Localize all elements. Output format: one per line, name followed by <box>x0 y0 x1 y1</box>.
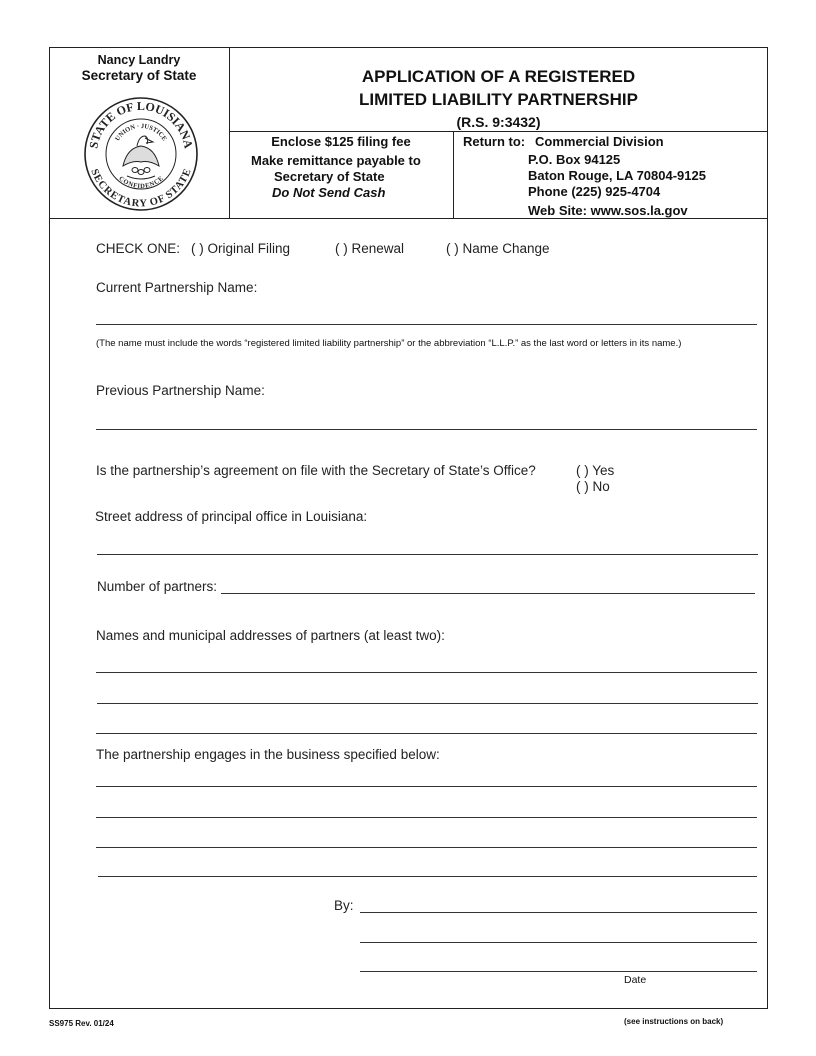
return-to-label: Return to: <box>463 134 526 149</box>
date-line[interactable] <box>360 971 757 972</box>
city-state-zip: Baton Rouge, LA 70804-9125 <box>528 168 706 183</box>
header-bottom-border <box>49 218 768 219</box>
official-name: Nancy Landry <box>97 53 181 67</box>
option-renewal[interactable]: ( ) Renewal <box>335 241 405 256</box>
filing-fee: Enclose $125 filing fee <box>271 134 411 149</box>
agreement-question: Is the partnership’s agreement on file with the Secretary of State’s Office? <box>96 463 536 478</box>
business-line-1[interactable] <box>96 786 757 787</box>
name-requirement-note: (The name must include the words “registered limited liability partnership” or the abbreviation “L.L.P.” as the last word or letters in its name.) <box>96 338 682 349</box>
header-divider-right <box>453 131 454 219</box>
official-title: Secretary of State <box>81 68 197 83</box>
remittance-line1: Make remittance payable to <box>251 153 421 168</box>
po-box: P.O. Box 94125 <box>528 152 621 167</box>
partners-names-label: Names and municipal addresses of partners (at least two): <box>96 628 445 643</box>
seal-bottom-text: SECRETARY OF STATE <box>88 167 194 210</box>
date-label: Date <box>624 974 647 986</box>
seal-inner-top-text: UNION · JUSTICE <box>114 122 168 143</box>
business-line-2[interactable] <box>96 817 757 818</box>
option-no[interactable]: ( ) No <box>576 479 610 494</box>
partners-names-line-1[interactable] <box>96 672 757 673</box>
form-title-line1: APPLICATION OF A REGISTERED <box>361 67 636 86</box>
business-label: The partnership engages in the business specified below: <box>96 747 440 762</box>
partners-count-label: Number of partners: <box>97 579 218 594</box>
signature-line[interactable] <box>360 912 757 913</box>
by-label: By: <box>334 898 354 913</box>
option-yes[interactable]: ( ) Yes <box>576 463 615 478</box>
return-division: Commercial Division <box>535 134 664 149</box>
remittance-line2: Secretary of State <box>274 169 385 184</box>
form-title-line2: LIMITED LIABILITY PARTNERSHIP <box>359 90 638 109</box>
business-line-4[interactable] <box>98 876 757 877</box>
current-name-label: Current Partnership Name: <box>96 280 258 295</box>
option-name-change[interactable]: ( ) Name Change <box>446 241 550 256</box>
street-address-label: Street address of principal office in Louisiana: <box>95 509 368 524</box>
svg-text:CONFIDENCE <box>117 175 164 190</box>
business-line-3[interactable] <box>96 847 757 848</box>
svg-text:UNION · JUSTICE <box>114 123 168 142</box>
seal-inner-bottom-text: CONFIDENCE <box>117 175 165 191</box>
statute-reference: (R.S. 9:3432) <box>456 114 541 130</box>
no-cash-notice: Do Not Send Cash <box>272 185 386 200</box>
signature-line-2[interactable] <box>360 942 757 943</box>
phone-number: Phone (225) 925-4704 <box>528 184 661 199</box>
louisiana-state-seal <box>83 96 199 212</box>
instructions-note: (see instructions on back) <box>624 1017 724 1026</box>
check-one-label: CHECK ONE: <box>96 241 181 256</box>
seal-top-text: STATE OF LOUISIANA <box>86 98 196 150</box>
street-address-field[interactable] <box>97 554 758 555</box>
partners-names-line-3[interactable] <box>96 733 757 734</box>
option-original-filing[interactable]: ( ) Original Filing <box>191 241 291 256</box>
pelican-emblem <box>123 136 159 179</box>
form-number: SS975 Rev. 01/24 <box>49 1019 114 1028</box>
previous-name-label: Previous Partnership Name: <box>96 383 265 398</box>
header-divider-mid <box>229 131 768 132</box>
partners-names-line-2[interactable] <box>97 703 758 704</box>
partners-count-field[interactable] <box>221 593 755 594</box>
previous-name-field[interactable] <box>96 429 757 430</box>
website[interactable]: Web Site: www.sos.la.gov <box>528 203 688 218</box>
current-name-field[interactable] <box>96 324 757 325</box>
